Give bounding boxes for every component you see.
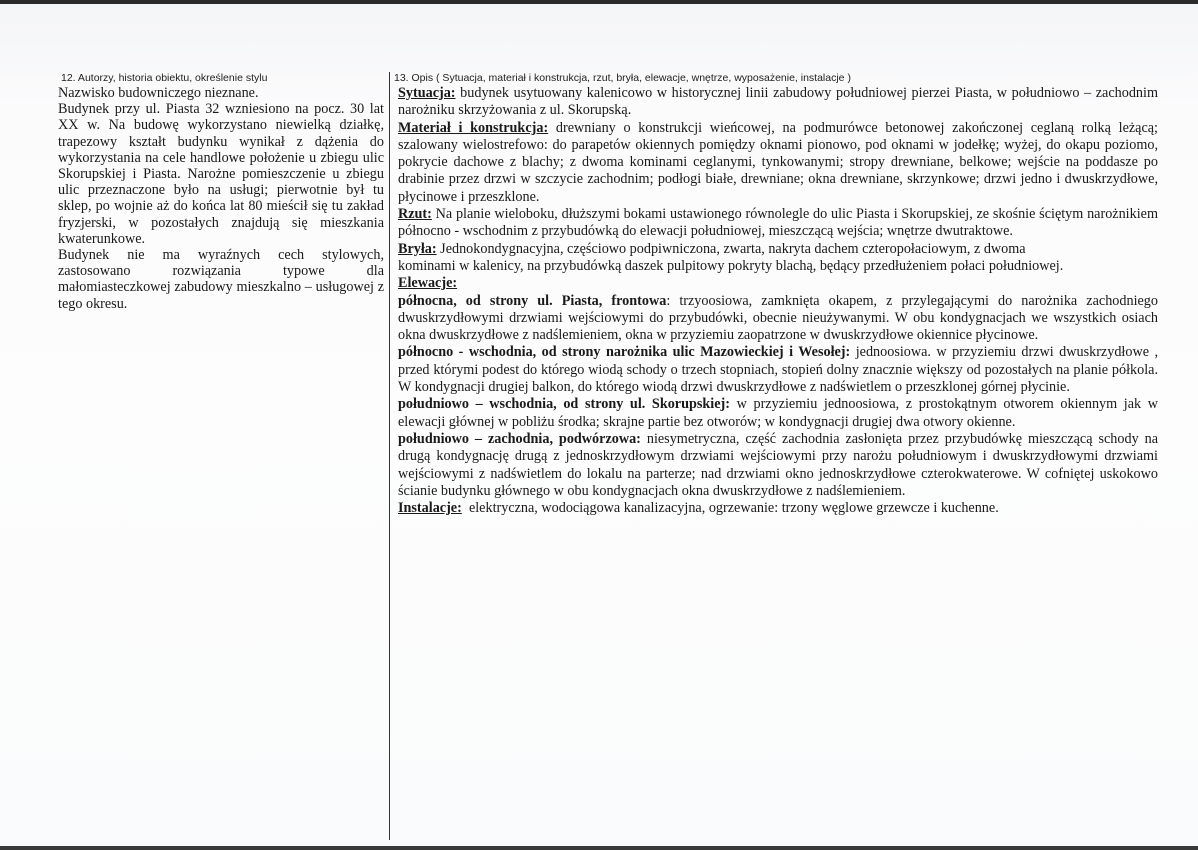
history-paragraph: Budynek przy ul. Piasta 32 wzniesiono na pocz. 30 lat XX w. Na budowę wykorzystano niewielką działkę, trapezowy kształt budynku wynikał z dążenia do wykorzystania na cele handlowe położenie u zbiegu ulic Skorupskiej i Piasta. Narożne pomieszczenie u zbiegu ulic przeznaczone było na usługi; pierwotnie był tu sklep, po wojnie aż do końca lat 80 mieścił się tu zakład fryzjerski, w pozostałych znajdują się mieszkania kwaterunkowe. — [58, 101, 384, 247]
material-label: Materiał i konstrukcja: — [398, 119, 549, 136]
scan-bottom-edge — [0, 846, 1198, 850]
elevation-north-east-text: jednoosiowa. w przyziemiu drzwi dwuskrzydłowe , przed którymi podest do którego wiodą schody o trzech stopniach, stopień dolny znacznie większy od pozostałych na planie półkola. W kondygnacji drugiej balkon, do którego wiodą drzwi dwuskrzydłowe z nadświetlem o przeszklonej górnej płycinie. — [398, 344, 1158, 396]
elevation-north-east — [398, 344, 1158, 396]
elevation-north — [398, 293, 1158, 345]
elevation-south-east-text: w przyziemiu jednoosiowa, z prostokątnym otworem okiennym jak w elewacji głównej w pobliżu środka; skrajne partie bez otworów; w kondygnacji drugiej dwa otwory okienne. — [398, 396, 1158, 430]
rzut-label: Rzut: — [398, 206, 432, 223]
column-divider — [389, 72, 390, 840]
builder-paragraph: Nazwisko budowniczego nieznane. — [58, 85, 259, 101]
sytuacja-label: Sytuacja: — [398, 85, 456, 101]
elevation-south-west-text: niesymetryczna, część zachodnia zasłonięta przez przybudówkę mieszczącą schody na drugą kondygnację drugą z jednoskrzydłowym drzwiami wejściowymi przy narożu południowym i dwuskrzydłowymi drzwiami wejściowymi z nadświetlem do lokalu na parterze; nad drzwiami okno jednoskrzydłowe czterokwaterowe. W cofniętej uskokowo ścianie budynku głównego w obu kondygnacjach okna dwuskrzydłowe z nadślemieniem. — [398, 430, 1158, 499]
section-12-heading: 12. Autorzy, historia obiektu, określenie stylu — [61, 72, 268, 84]
sytuacja-text: budynek usytuowany kalenicowo w historycznej linii zabudowy południowej pierzei Piasta, w południowo – zachodnim narożniku skrzyżowania z ul. Skorupską. — [398, 85, 1158, 119]
instalacje-paragraph — [398, 500, 1158, 517]
elevation-south-east-label: południowo – wschodnia, od strony ul. Skorupskiej: — [398, 396, 730, 413]
elewacje-label: Elewacje: — [398, 275, 458, 292]
material-text: drewniany o konstrukcji wieńcowej, na podmurówce betonowej zakończonej ceglaną rolką leżącą; szalowany wielostrefowo: do parapetów okiennych pomiędzy oknami pionowo, pod oknami w jodełkę; wyżej, do okapu poziomo, pokrycie dachowe z blachy; z dwoma kominami ceglanymi, tynkowanymi; stropy drewniane, belkowe; wejście na poddasze po drabinie przez drzwi w szczycie zachodnim; podłogi białe, drewniane; okna drewniane, skrzynkowe; drzwi jedno i dwuskrzydłowe, płycinowe i przeszklone. — [398, 119, 1158, 205]
rzut-text: Na planie wieloboku, dłuższymi bokami ustawionego równolegle do ulic Piasta i Skorupskiej, ze skośnie ściętym narożnikiem północno - wschodnim z przybudówką do elewacji południowej, mieszczącą wejścia; wnętrze dwutraktowe. — [398, 206, 1158, 240]
bryla-paragraph — [398, 241, 1158, 276]
sytuacja-paragraph — [398, 85, 1158, 120]
bryla-label: Bryła: — [398, 240, 437, 257]
bryla-text-line1: Jednokondygnacyjna, częściowo podpiwniczona, zwarta, nakryta dachem czteropołaciowym, z dwoma — [436, 240, 1026, 257]
section-13-heading: 13. Opis ( Sytuacja, materiał i konstrukcja, rzut, bryła, elewacje, wnętrze, wyposażenie, instalacje ) — [394, 72, 851, 84]
rzut-paragraph — [398, 206, 1158, 241]
elevation-north-text: : trzyoosiowa, zamknięta okapem, z przylegającymi do narożnika zachodniego dwuskrzydłowymi drzwiami wejściowymi do przybudówki, obecnie nieużywanymi. W obu kondygnacjach we wszystkich osiach okna dwuskrzydłowe z nadślemieniem, okna w przyziemiu zaopatrzone w dwuskrzydłowe okiennice płycinowe. — [398, 292, 1158, 344]
instalacje-text: elektryczna, wodociągowa kanalizacyjna, ogrzewanie: trzony węglowe grzewcze i kuchenne. — [461, 500, 999, 517]
section-12-authors-history — [58, 72, 384, 312]
elevation-north-label: północna, od strony ul. Piasta, frontowa — [398, 292, 667, 309]
instalacje-label: Instalacje: — [398, 500, 462, 517]
elewacje-heading-line — [398, 275, 1158, 292]
elevation-south-west — [398, 431, 1158, 500]
material-paragraph — [398, 120, 1158, 206]
elevation-north-east-label: północno - wschodnia, od strony narożnika ulic Mazowieckiej i Wesołej: — [398, 344, 851, 361]
section-13-description — [394, 72, 1158, 517]
bryla-text-line2: kominami w kalenicy, na przybudówką daszek pulpitowy pokryty blachą, będący przedłużeniem połaci południowej. — [398, 257, 1064, 274]
elevation-south-west-label: południowo – zachodnia, podwórzowa: — [398, 430, 641, 447]
style-paragraph: Budynek nie ma wyraźnych cech stylowych, zastosowano rozwiązania typowe dla małomiasteczkowej zabudowy mieszkalno – usługowej z tego okresu. — [58, 247, 384, 312]
elevation-south-east — [398, 396, 1158, 431]
